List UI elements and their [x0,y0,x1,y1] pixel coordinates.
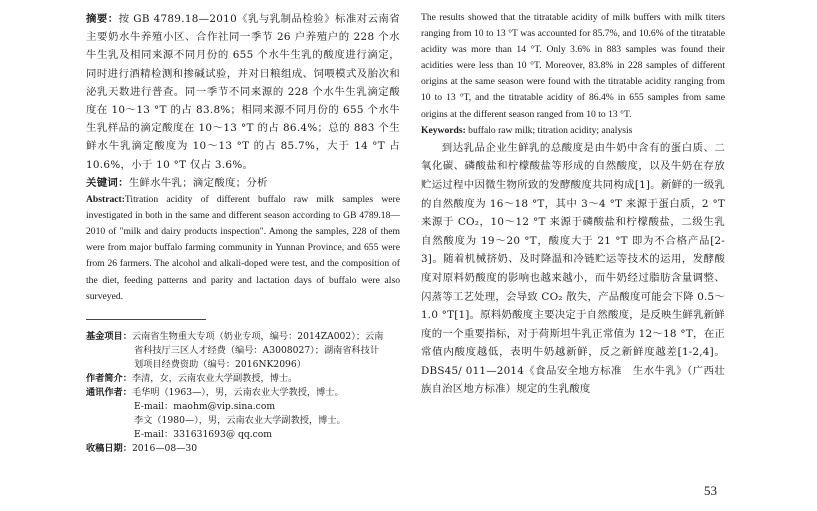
footnote-rule [86,319,206,320]
left-column [86,10,400,457]
fund-line-2: 省科技厅三区人才经费（编号：A3008027）；湖南省科技计 [134,344,380,356]
contact-text-1: 毛华明（1963—），男，云南农业大学教授，博士。 [131,387,344,399]
email-1: E-mail：maohm@vip.sina.com [134,401,276,413]
fund-text-1: 云南省生物重大专项（奶业专项，编号：2014ZA002）；云南 [131,330,384,342]
page-number: 53 [704,483,717,498]
email-2: E-mail：331631693@ qq.com [134,429,273,441]
keywords-zh-label: 关键词： [86,176,129,189]
abstract-en [86,192,400,305]
received-label: 收稿日期： [86,443,132,455]
abstract-zh-text: 按 GB 4789.18—2010《乳与乳制品检验》标准对云南省主要奶水牛养殖小区、合作社同一季节 26 户养殖户的 228 个水牛生乳及相同来源不同月份的 655 个水牛生乳的酸度进行滴定，同时进行酒精检测和掺碱试验，并对日粮组成、饲喂模式及胎次和泌乳天数进行普查。同一季节不同来源的 228 个水牛生乳滴定酸度在 10～13 °T 的占 83.8%；相同来源不同月份的 655 个水牛生乳样品的滴定酸度在 10～13 °T 的占 86.4%；总的 883 个生鲜水牛乳滴定酸度为 10～13 °T 的占 85.7%，大于 14 °T 占 10.6%，小于 10 °T 仅占 3.6%。 [86,13,400,171]
author-line [86,372,400,386]
footnote-meta [86,330,400,457]
received-text: 2016—08—30 [131,443,198,455]
keywords-en [421,123,725,139]
abstract-zh-label: 摘要： [86,13,119,25]
keywords-zh [86,174,400,192]
contact-line-2: 李文（1980—），男，云南农业大学副教授，博士。 [134,415,346,427]
author-label: 作者简介： [86,372,132,384]
fund-line-1 [86,330,400,344]
author-text: 李清，女，云南农业大学副教授，博士。 [131,372,298,384]
abstract-en-continued: The results showed that the titratable acidity of milk buffers with milk titers ranging from 10 to 13 °T was accounted for 85.7%, and 10.6% of the titratable acidity was more than 14 °T. Only 3.6% in 883 samples was found their acidities were less than 10 °T. Moreover, 83.8% in 228 samples of different origins at the same season were found with the titratable acidity ranging from 10 to 13 °T, and the titratable acidity of 86.4% in 655 samples from same origins at the different season ranged from 10 to 13 °T. [421,12,725,120]
body-paragraph: 到达乳品企业生鲜乳的总酸度是由牛奶中含有的蛋白质、二氧化碳、磷酸盐和柠檬酸盐等形成的自然酸度，以及牛奶在存放贮运过程中因微生物所致的发酵酸度共同构成[1]。新鲜的一级乳的自然酸度为 16～18 °T，其中 3～4 °T 来源于蛋白质，2 °T 来源于 CO₂，10～12 °T 来源于磷酸盐和柠檬酸盐，二级生乳自然酸度为 19～20 °T，酸度大于 21 °T 即为不合格产品[2-3]。随着机械挤奶、及时降温和冷链贮运等技术的运用，发酵酸度对原料奶酸度的影响也越来越小，而牛奶经过脂肪含量调整、闪蒸等工艺处理，会导致 CO₂ 散失，产品酸度可能会下降 0.5～1.0 °T[1]。原料奶酸度主要决定于自然酸度，是反映生鲜乳新鲜度的一个重要指标，对于荷斯坦牛乳正常值为 12～18 °T，在正常值内酸度越低，表明牛奶越新鲜，反之新鲜度越差[1-2,4]。DBS45/ 011—2014《食品安全地方标准 生水牛乳》（广西壮族自治区地方标准）规定的生乳酸度 [421,141,725,396]
keywords-en-label: Keywords: [421,124,466,136]
keywords-zh-text: 生鲜水牛乳；滴定酸度；分析 [128,176,268,189]
keywords-en-text: buffalo raw milk; titration acidity; analysis [468,124,633,136]
abstract-en-text: Titration acidity of different buffalo raw milk samples were investigated in both in the same and different season according to GB 4789.18—2010 of "milk and dairy products inspection". Among the samples, 228 of them were from major buffalo farming community in Yunnan Province, and 655 were from 26 farmers. The alcohol and alkali-doped were test, and the composition of the diet, feeding patterns and parity and lactation days of buffalo were also surveyed. [86,194,400,302]
contact-label: 通讯作者： [86,387,132,399]
contact-line-1 [86,386,400,400]
abstract-en-label: Abstract: [86,194,125,206]
right-column [421,10,725,399]
fund-label: 基金项目： [86,330,132,342]
received-line [86,442,400,456]
abstract-zh [86,10,400,174]
fund-line-3: 划项目经费资助（编号：2016NK2096） [134,358,306,370]
